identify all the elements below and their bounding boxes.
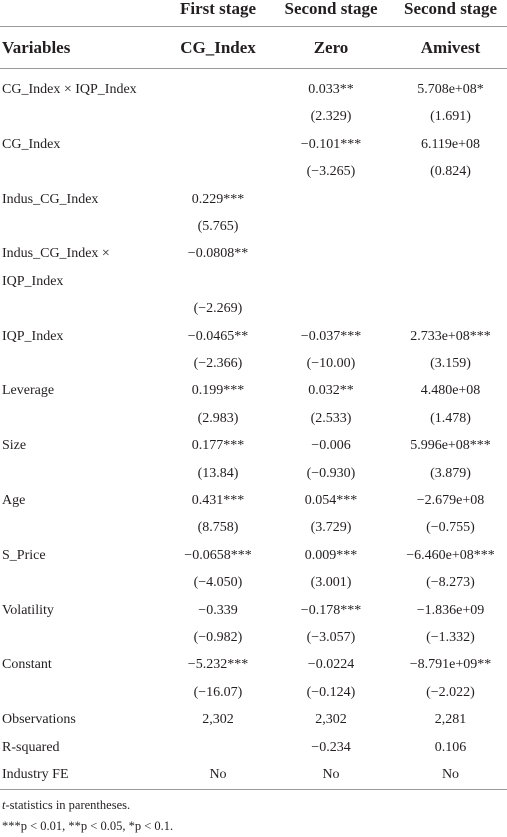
cell-second-stage-amivest: −8.791e+09** [409,657,492,673]
cell-second-stage-amivest: (1.478) [430,410,471,426]
cell-second-stage-zero: −0.0224 [307,657,355,673]
table-row [0,624,507,652]
stage-header-row [0,0,507,23]
table-row [0,158,507,186]
table-row [0,213,507,241]
table-row [0,514,507,542]
cell-first-stage: 0.431*** [191,493,245,508]
cell-second-stage-amivest: (−1.332) [426,630,475,645]
cell-second-stage-zero: (−0.930) [306,465,356,481]
cell-first-stage [168,103,268,131]
row-label: S_Price [2,547,46,563]
cell-first-stage: 0.177*** [191,438,245,454]
cell-second-stage-zero: 0.009*** [304,547,358,563]
top-rule [0,26,507,27]
row-label: Leverage [2,383,55,399]
cell-second-stage-amivest: (3.159) [430,356,471,371]
row-label: Volatility [2,602,54,618]
cell-second-stage-amivest [394,240,507,268]
cell-second-stage-zero [276,213,386,241]
cell-first-stage: (−0.982) [193,630,243,645]
row-label: CG_Index × IQP_Index [2,82,137,97]
cell-second-stage-zero: (−3.265) [306,164,356,180]
table-row [0,597,507,625]
column-header-zero: Zero [313,38,349,57]
cell-second-stage-zero: −0.037*** [300,328,362,344]
row-label: Indus_CG_Index × [2,246,110,262]
cell-second-stage-zero: 0.032** [308,383,354,399]
row-label [2,514,168,542]
table-row [0,186,507,214]
cell-second-stage-amivest: 5.708e+08* [417,82,484,97]
cell-second-stage-zero: (3.729) [310,520,352,536]
cell-first-stage: −0.339 [198,602,238,618]
table-row [0,460,507,488]
row-label: Age [2,493,26,508]
cell-second-stage-zero: (2.533) [310,410,352,426]
stage-header-first: First stage [179,0,256,18]
row-label [2,103,168,131]
row-label [2,679,168,707]
cell-first-stage [168,131,268,159]
row-label [2,213,168,241]
cell-second-stage-zero [276,295,386,323]
cell-second-stage-zero [276,186,386,214]
table-row [0,487,507,515]
cell-second-stage-amivest: −6.460e+08*** [406,547,495,563]
cell-first-stage: 0.199*** [191,383,245,399]
cell-first-stage: (13.84) [197,465,239,481]
row-label: Industry FE [2,767,69,782]
cell-second-stage-zero: (3.001) [310,575,352,591]
table-row [0,323,507,351]
row-label [2,158,168,186]
cell-first-stage: (2.983) [197,410,239,426]
row-label: CG_Index [2,136,61,152]
cell-first-stage: −0.0808** [187,246,249,262]
cell-second-stage-amivest: 0.106 [434,739,467,755]
table-row [0,569,507,597]
column-header-row [0,34,507,62]
cell-second-stage-amivest: 2.733e+08*** [410,328,491,344]
cell-second-stage-amivest: −1.836e+09 [416,602,485,618]
cell-second-stage-zero: (−10.00) [306,356,356,371]
table-row [0,76,507,104]
row-label [2,624,168,652]
cell-second-stage-zero [276,268,386,296]
cell-second-stage-amivest: No [441,767,460,782]
cell-first-stage: −0.0658*** [184,547,252,563]
row-label: R-squared [2,739,60,755]
cell-first-stage: (−2.269) [193,301,243,317]
cell-second-stage-amivest: −2.679e+08 [416,493,485,508]
row-label [2,405,168,433]
row-label [2,569,168,597]
cell-second-stage-zero: −0.234 [311,739,351,755]
row-label [2,460,168,488]
cell-second-stage-zero: −0.006 [311,438,351,454]
cell-first-stage: 0.229*** [191,191,245,207]
cell-second-stage-zero: No [322,767,340,782]
cell-first-stage [168,268,268,296]
cell-first-stage: −0.0465** [187,328,249,344]
cell-second-stage-amivest: 5.996e+08*** [410,438,491,454]
row-label: Constant [2,657,52,673]
cell-second-stage-amivest: (1.691) [430,109,471,125]
cell-second-stage-amivest: (−8.273) [426,575,475,591]
cell-second-stage-amivest [394,186,507,214]
cell-second-stage-zero [276,240,386,268]
cell-second-stage-zero: (−3.057) [306,630,356,645]
stage-header-empty [2,0,168,23]
cell-first-stage: 2,302 [202,712,234,728]
table-row [0,268,507,296]
cell-second-stage-amivest: 4.480e+08 [420,383,481,399]
cell-second-stage-amivest: (−0.755) [426,520,475,536]
table-row [0,432,507,460]
stage-header-second-zero: Second stage [284,0,378,18]
cell-second-stage-zero: (−0.124) [306,684,356,700]
cell-first-stage: (−16.07) [193,684,243,700]
cell-second-stage-zero: 2,302 [315,712,347,728]
table-row [0,103,507,131]
cell-first-stage: (−2.366) [193,356,243,371]
cell-second-stage-zero: 0.054*** [304,493,358,508]
table-row [0,405,507,433]
cell-second-stage-zero: −0.178*** [300,602,362,618]
cell-first-stage [168,158,268,186]
cell-second-stage-amivest [394,295,507,323]
row-label [2,350,168,378]
note-t-statistics: t-statistics in parentheses. [2,798,131,812]
cell-second-stage-amivest: (3.879) [430,465,471,481]
cell-first-stage: (−4.050) [193,575,243,591]
column-header-variables: Variables [2,38,71,57]
cell-second-stage-amivest: (−2.022) [426,684,475,700]
table-row [0,350,507,378]
row-label [2,295,168,323]
cell-first-stage: −5.232*** [187,657,249,673]
table-row [0,131,507,159]
cell-second-stage-amivest [394,268,507,296]
table-row [0,734,507,762]
table-row [0,706,507,734]
bottom-rule [0,789,507,790]
cell-second-stage-zero: 0.033** [308,82,354,97]
row-label: Size [2,438,27,454]
row-label: Observations [2,712,76,728]
table-row [0,651,507,679]
row-label: Indus_CG_Index [2,191,99,207]
table-row [0,295,507,323]
table-row [0,679,507,707]
cell-second-stage-zero: −0.101*** [300,136,362,152]
cell-second-stage-amivest: (0.824) [430,164,471,180]
table-row [0,761,507,789]
table-row [0,542,507,570]
table-notes [2,795,173,837]
table-row [0,377,507,405]
row-label: IQP_Index [2,328,64,344]
row-label: IQP_Index [2,273,64,289]
column-header-cg-index: CG_Index [180,38,256,57]
table-row [0,240,507,268]
note-significance: ***p < 0.01, **p < 0.05, *p < 0.1. [2,819,174,833]
cell-second-stage-amivest [394,213,507,241]
cell-second-stage-amivest: 6.119e+08 [420,136,481,152]
cell-first-stage: (8.758) [197,520,239,536]
stage-header-second-amivest: Second stage [403,0,498,18]
cell-first-stage: (5.765) [197,219,239,234]
header-rule [0,68,507,69]
cell-first-stage [168,76,268,104]
column-header-amivest: Amivest [420,38,481,57]
cell-first-stage: No [209,767,227,782]
cell-second-stage-zero: (2.329) [310,109,352,125]
cell-second-stage-amivest: 2,281 [434,712,467,728]
cell-first-stage [168,734,268,762]
